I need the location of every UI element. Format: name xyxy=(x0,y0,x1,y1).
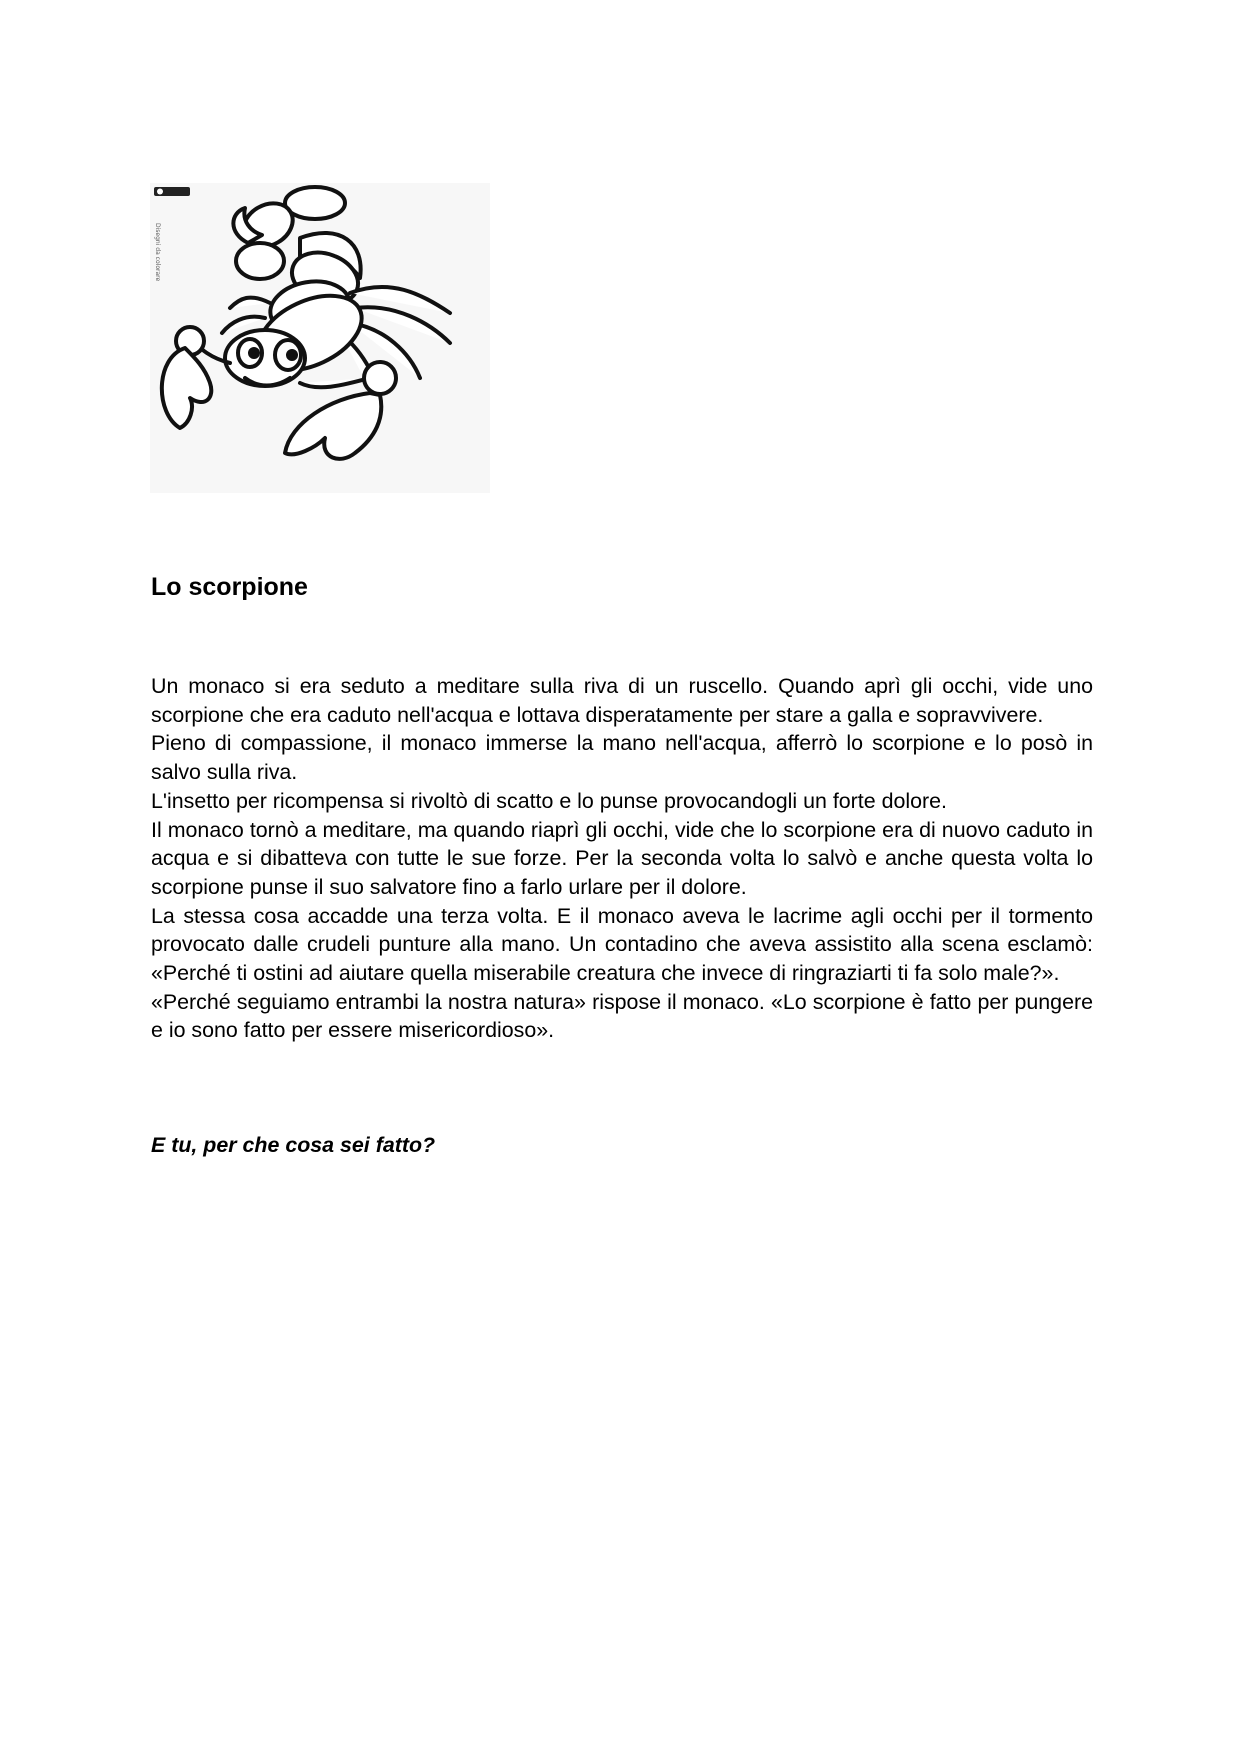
scorpion-drawing xyxy=(150,183,490,493)
watermark-text: Disegni da colorare xyxy=(154,223,161,282)
story-paragraph-1: Un monaco si era seduto a meditare sulla riva di un ruscello. Quando aprì gli occhi, vide uno scorpione che era caduto nell'acqua e lottava disperatamente per stare a galla e sopravvivere. xyxy=(151,674,1093,727)
story-paragraph-5: La stessa cosa accadde una terza volta. E il monaco aveva le lacrime agli occhi per il tormento provocato dalle crudeli punture alla mano. Un contadino che aveva assistito alla scena esclamò: «Perché ti ostini ad aiutare quella miserabile creatura che invece di ringraziarti ti fa solo male?». xyxy=(151,903,1093,986)
story-body xyxy=(151,672,1093,1045)
closing-question: E tu, per che cosa sei fatto? xyxy=(151,1133,436,1157)
watermark-logo xyxy=(154,187,190,281)
scorpion-illustration xyxy=(150,183,490,493)
story-title: Lo scorpione xyxy=(151,573,308,601)
story-paragraph-4: Il monaco tornò a meditare, ma quando riaprì gli occhi, vide che lo scorpione era di nuovo caduto in acqua e si dibatteva con tutte le sue forze. Per la seconda volta lo salvò e anche questa volta lo scorpione punse il suo salvatore fino a farlo urlare per il dolore. xyxy=(151,817,1093,899)
story-paragraph-6: «Perché seguiamo entrambi la nostra natura» rispose il monaco. «Lo scorpione è fatto per pungere e io sono fatto per essere misericordioso». xyxy=(151,989,1093,1043)
story-paragraph-3: L'insetto per ricompensa si rivoltò di scatto e lo punse provocandogli un forte dolore. xyxy=(151,788,947,813)
story-paragraph-2: Pieno di compassione, il monaco immerse la mano nell'acqua, afferrò lo scorpione e lo posò in salvo sulla riva. xyxy=(151,731,1093,785)
